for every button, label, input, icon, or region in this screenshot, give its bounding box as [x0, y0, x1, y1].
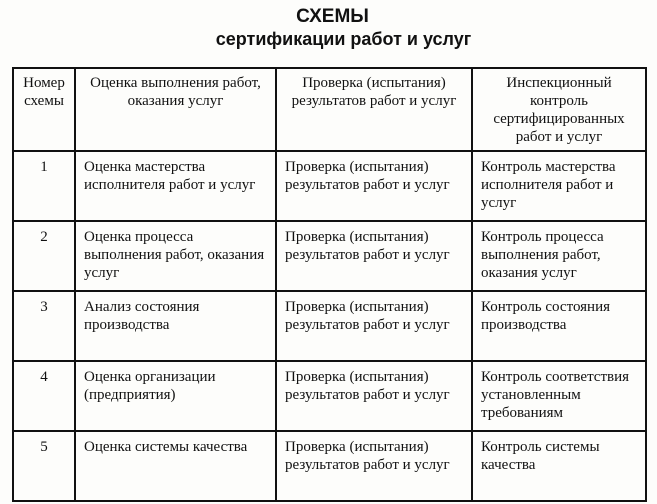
scheme-number-cell: 5	[13, 431, 75, 501]
table-row	[13, 221, 646, 291]
table-body	[13, 151, 646, 501]
verification-cell: Проверка (испытания) результатов работ и услуг	[276, 151, 472, 221]
verification-cell: Проверка (испытания) результатов работ и услуг	[276, 291, 472, 361]
header-inspection: Инспекционный контроль сертифицированных работ и услуг	[472, 68, 646, 151]
scheme-number-cell: 4	[13, 361, 75, 431]
table-row	[13, 431, 646, 501]
header-scheme-number: Номер схемы	[13, 68, 75, 151]
title-main: СХЕМЫ	[296, 6, 369, 27]
header-assessment: Оценка выполнения работ, оказания услуг	[75, 68, 276, 151]
table-row	[13, 151, 646, 221]
header-row	[13, 68, 646, 151]
table-row	[13, 291, 646, 361]
header-verification: Проверка (испытания) результатов работ и услуг	[276, 68, 472, 151]
inspection-cell: Контроль мастерства исполнителя работ и услуг	[472, 151, 646, 221]
inspection-cell: Контроль процесса выполнения работ, оказания услуг	[472, 221, 646, 291]
verification-cell: Проверка (испытания) результатов работ и услуг	[276, 361, 472, 431]
assessment-cell: Оценка организации (предприятия)	[75, 361, 276, 431]
table-row	[13, 361, 646, 431]
verification-cell: Проверка (испытания) результатов работ и услуг	[276, 221, 472, 291]
assessment-cell: Оценка системы качества	[75, 431, 276, 501]
inspection-cell: Контроль соответствия установленным требованиям	[472, 361, 646, 431]
inspection-cell: Контроль состояния производства	[472, 291, 646, 361]
certification-schemes-table	[12, 67, 647, 502]
assessment-cell: Оценка процесса выполнения работ, оказания услуг	[75, 221, 276, 291]
verification-cell: Проверка (испытания) результатов работ и услуг	[276, 431, 472, 501]
inspection-cell: Контроль системы качества	[472, 431, 646, 501]
document-title	[0, 6, 657, 50]
scheme-number-cell: 3	[13, 291, 75, 361]
table-header	[13, 68, 646, 151]
assessment-cell: Анализ состояния производства	[75, 291, 276, 361]
scheme-number-cell: 1	[13, 151, 75, 221]
scheme-number-cell: 2	[13, 221, 75, 291]
assessment-cell: Оценка мастерства исполнителя работ и услуг	[75, 151, 276, 221]
title-subtitle: сертификации работ и услуг	[215, 29, 472, 49]
